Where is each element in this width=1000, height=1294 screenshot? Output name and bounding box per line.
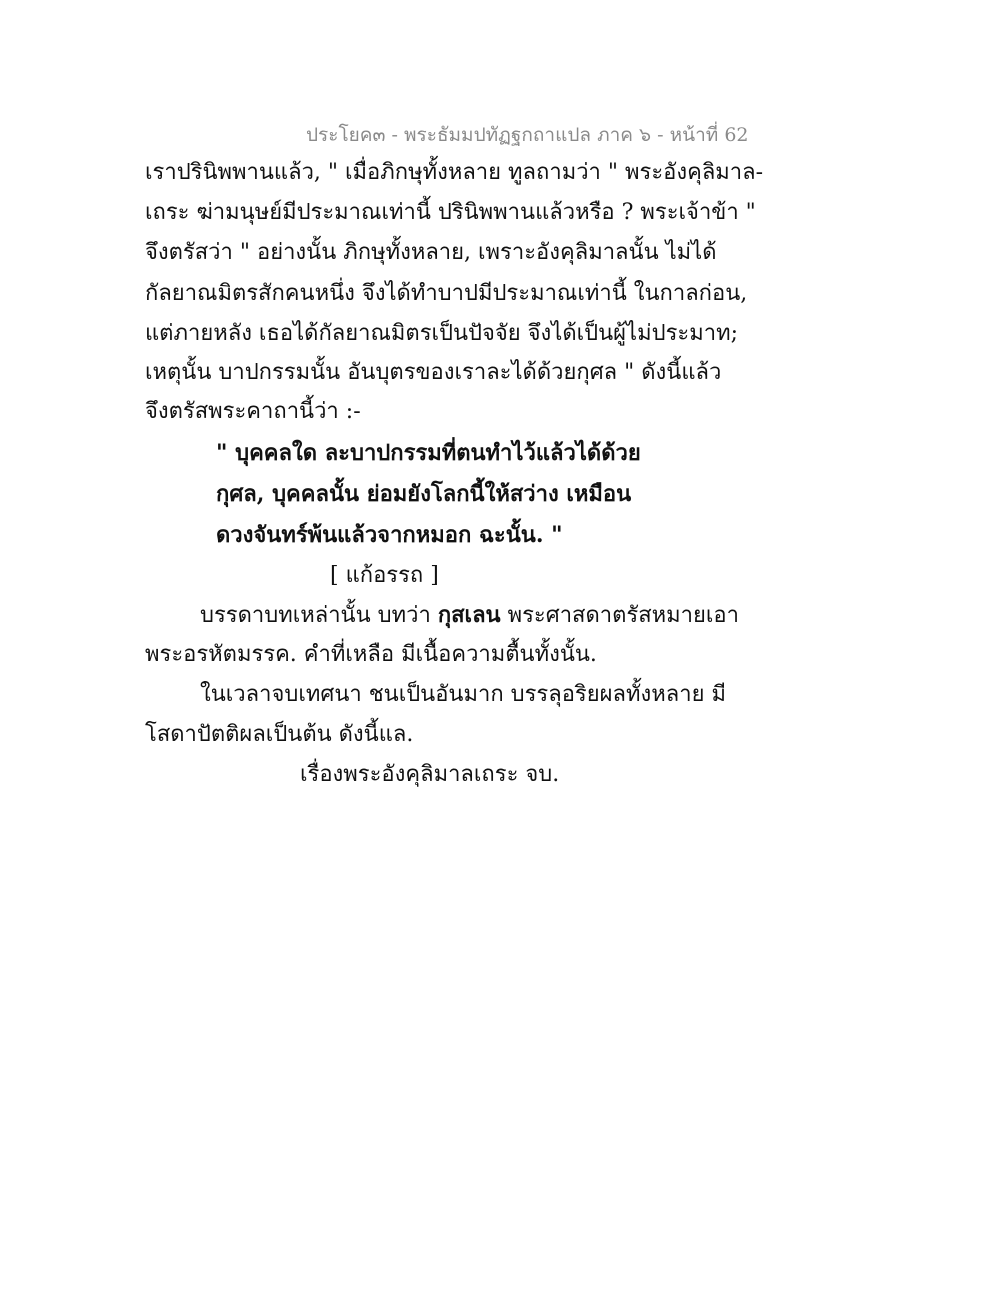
paragraph-1-line-1 xyxy=(200,600,739,631)
paragraph-1-prefix: บรรดาบทเหล่านั้น บทว่า xyxy=(200,603,438,628)
paragraph-2-line-1: ในเวลาจบเทศนา ชนเป็นอันมาก บรรลุอริยผลทั้งหลาย มี xyxy=(200,682,726,707)
body-line-7: จึงตรัสพระคาถานี้ว่า :- xyxy=(145,399,361,424)
body-line-6: เหตุนั้น บาปกรรมนั้น อันบุตรของเราละได้ด้วยกุศล " ดังนี้แล้ว xyxy=(145,360,722,385)
verse-line-1: " บุคคลใด ละบาปกรรมที่ตนทำไว้แล้วได้ด้วย xyxy=(216,440,641,466)
body-line-4: กัลยาณมิตรสักคนหนึ่ง จึงได้ทำบาปมีประมาณเท่านี้ ในกาลก่อน, xyxy=(145,281,748,306)
body-line-1: เราปรินิพพานแล้ว, " เมื่อภิกษุทั้งหลาย ทูลถามว่า " พระอังคุลิมาล- xyxy=(145,160,764,185)
paragraph-1-line-2: พระอรหัตมรรค. คำที่เหลือ มีเนื้อความตื้นทั้งนั้น. xyxy=(145,642,597,667)
verse-line-2: กุศล, บุคคลนั้น ย่อมยังโลกนี้ให้สว่าง เหมือน xyxy=(216,481,632,507)
section-title: [ แก้อรรถ ] xyxy=(330,563,439,588)
closing-line: เรื่องพระอังคุลิมาลเถระ จบ. xyxy=(300,762,560,787)
verse-line-3: ดวงจันทร์พ้นแล้วจากหมอก ฉะนั้น. " xyxy=(216,522,563,548)
body-line-3: จึงตรัสว่า " อย่างนั้น ภิกษุทั้งหลาย, เพราะอังคุลิมาลนั้น ไม่ได้ xyxy=(145,240,717,265)
paragraph-2-line-2: โสดาปัตติผลเป็นต้น ดังนี้แล. xyxy=(145,722,414,747)
body-line-5: แต่ภายหลัง เธอได้กัลยาณมิตรเป็นปัจจัย จึงได้เป็นผู้ไม่ประมาท; xyxy=(145,321,738,346)
body-line-2: เถระ ฆ่ามนุษย์มีประมาณเท่านี้ ปรินิพพานแล้วหรือ ? พระเจ้าข้า " xyxy=(145,200,756,225)
paragraph-1-suffix: พระศาสดาตรัสหมายเอา xyxy=(500,603,739,628)
keyword-kusalena: กุสเลน xyxy=(437,602,501,628)
page-header: ประโยค๓ - พระธัมมปทัฏฐกถาแปล ภาค ๖ - หน้าที่ 62 xyxy=(306,124,749,146)
